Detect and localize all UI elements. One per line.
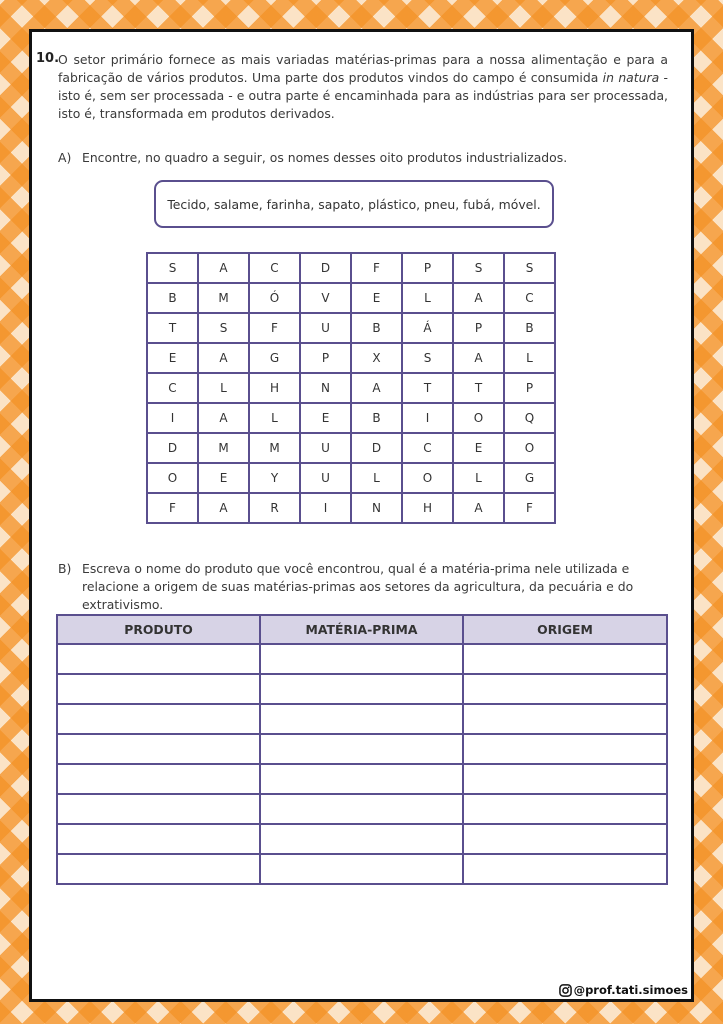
grid-row [147,253,555,283]
answer-row [57,854,667,884]
grid-cell: E [300,403,351,433]
grid-cell: A [198,493,249,523]
grid-cell: C [249,253,300,283]
grid-cell: F [147,493,198,523]
footer-credit [559,983,688,997]
grid-cell: Y [249,463,300,493]
answer-row [57,704,667,734]
instagram-icon [559,984,572,997]
part-b-instruction [58,560,668,614]
answer-cell-produto[interactable] [57,794,260,824]
grid-cell: L [198,373,249,403]
grid-cell: C [402,433,453,463]
grid-cell: C [504,283,555,313]
grid-cell: A [351,373,402,403]
question-text-after: - isto é, sem ser processada - e outra parte é encaminhada para as indústrias para ser processada, isto é, transformada em produtos derivados. [58,70,668,121]
instagram-handle: @prof.tati.simoes [573,983,688,997]
grid-cell: S [453,253,504,283]
grid-cell: O [402,463,453,493]
grid-cell: A [198,253,249,283]
grid-cell: I [147,403,198,433]
answer-cell-origem[interactable] [463,644,667,674]
part-a-letter: A) [58,150,72,165]
grid-row [147,403,555,433]
grid-cell: F [504,493,555,523]
grid-row [147,343,555,373]
grid-cell: U [300,313,351,343]
word-search-grid [146,252,556,524]
grid-cell: D [147,433,198,463]
answer-row [57,674,667,704]
grid-cell: C [147,373,198,403]
answer-cell-origem[interactable] [463,854,667,884]
answer-cell-origem[interactable] [463,824,667,854]
answer-cell-materia-prima[interactable] [260,854,463,884]
answer-row [57,824,667,854]
answer-cell-materia-prima[interactable] [260,674,463,704]
answer-row [57,734,667,764]
grid-cell: B [351,313,402,343]
grid-cell: I [402,403,453,433]
answer-cell-materia-prima[interactable] [260,824,463,854]
grid-cell: B [147,283,198,313]
answer-cell-origem[interactable] [463,704,667,734]
grid-cell: N [351,493,402,523]
grid-cell: M [249,433,300,463]
word-list: Tecido, salame, farinha, sapato, plástico, pneu, fubá, móvel. [167,196,541,212]
grid-cell: P [300,343,351,373]
grid-cell: S [504,253,555,283]
grid-cell: Q [504,403,555,433]
worksheet-page [29,29,694,1002]
answer-cell-origem[interactable] [463,674,667,704]
grid-cell: T [453,373,504,403]
grid-cell: L [453,463,504,493]
grid-cell: A [198,403,249,433]
grid-cell: X [351,343,402,373]
answer-cell-materia-prima[interactable] [260,734,463,764]
header-produto: PRODUTO [57,615,260,644]
grid-cell: D [300,253,351,283]
answer-row [57,764,667,794]
answer-cell-produto[interactable] [57,674,260,704]
grid-cell: T [402,373,453,403]
grid-cell: L [402,283,453,313]
grid-cell: F [351,253,402,283]
grid-cell: A [453,493,504,523]
grid-cell: M [198,433,249,463]
grid-cell: H [249,373,300,403]
grid-cell: I [300,493,351,523]
grid-cell: F [249,313,300,343]
grid-cell: R [249,493,300,523]
grid-cell: E [147,343,198,373]
grid-row [147,373,555,403]
grid-cell: P [504,373,555,403]
answer-cell-produto[interactable] [57,764,260,794]
grid-row [147,493,555,523]
answer-cell-origem[interactable] [463,734,667,764]
grid-cell: A [198,343,249,373]
part-b-text: Escreva o nome do produto que você encontrou, qual é a matéria-prima nele utilizada e relacione a origem de suas matérias-primas aos setores da agricultura, da pecuária e do extrativismo. [82,561,634,612]
grid-cell: U [300,463,351,493]
answer-cell-materia-prima[interactable] [260,764,463,794]
grid-cell: L [504,343,555,373]
grid-row [147,313,555,343]
grid-cell: E [198,463,249,493]
grid-cell: E [351,283,402,313]
question-text [58,51,668,123]
question-number: 10. [36,51,60,66]
answer-row [57,644,667,674]
answer-cell-produto[interactable] [57,854,260,884]
grid-cell: O [147,463,198,493]
part-a-instruction [58,149,567,167]
grid-cell: Á [402,313,453,343]
answer-cell-produto[interactable] [57,734,260,764]
grid-cell: N [300,373,351,403]
answer-table-header [57,615,667,644]
answer-table [56,614,668,885]
part-a-text: Encontre, no quadro a seguir, os nomes desses oito produtos industrializados. [82,150,568,165]
grid-cell: E [453,433,504,463]
header-materia-prima: MATÉRIA-PRIMA [260,615,463,644]
answer-cell-materia-prima[interactable] [260,794,463,824]
answer-cell-origem[interactable] [463,794,667,824]
answer-cell-origem[interactable] [463,764,667,794]
grid-cell: S [147,253,198,283]
grid-cell: B [351,403,402,433]
answer-cell-materia-prima[interactable] [260,644,463,674]
answer-cell-materia-prima[interactable] [260,704,463,734]
word-list-box [154,180,554,228]
question-text-before: O setor primário fornece as mais variadas matérias-primas para a nossa alimentação e para a fabricação de vários produtos. Uma parte dos produtos vindos do campo é consumida [58,52,668,85]
grid-cell: S [198,313,249,343]
grid-cell: D [351,433,402,463]
grid-cell: M [198,283,249,313]
grid-cell: T [147,313,198,343]
grid-row [147,283,555,313]
answer-cell-produto[interactable] [57,824,260,854]
grid-row [147,463,555,493]
grid-cell: A [453,343,504,373]
grid-cell: B [504,313,555,343]
answer-cell-produto[interactable] [57,704,260,734]
grid-cell: H [402,493,453,523]
answer-row [57,794,667,824]
header-origem: ORIGEM [463,615,667,644]
grid-cell: L [249,403,300,433]
grid-cell: V [300,283,351,313]
part-b-letter: B) [58,561,72,576]
question-text-italic: in natura [602,70,660,85]
grid-cell: G [249,343,300,373]
grid-cell: Ó [249,283,300,313]
grid-cell: S [402,343,453,373]
grid-cell: G [504,463,555,493]
grid-cell: L [351,463,402,493]
grid-cell: A [453,283,504,313]
grid-row [147,433,555,463]
grid-cell: O [504,433,555,463]
grid-cell: P [402,253,453,283]
grid-cell: P [453,313,504,343]
answer-cell-produto[interactable] [57,644,260,674]
grid-cell: U [300,433,351,463]
grid-cell: O [453,403,504,433]
